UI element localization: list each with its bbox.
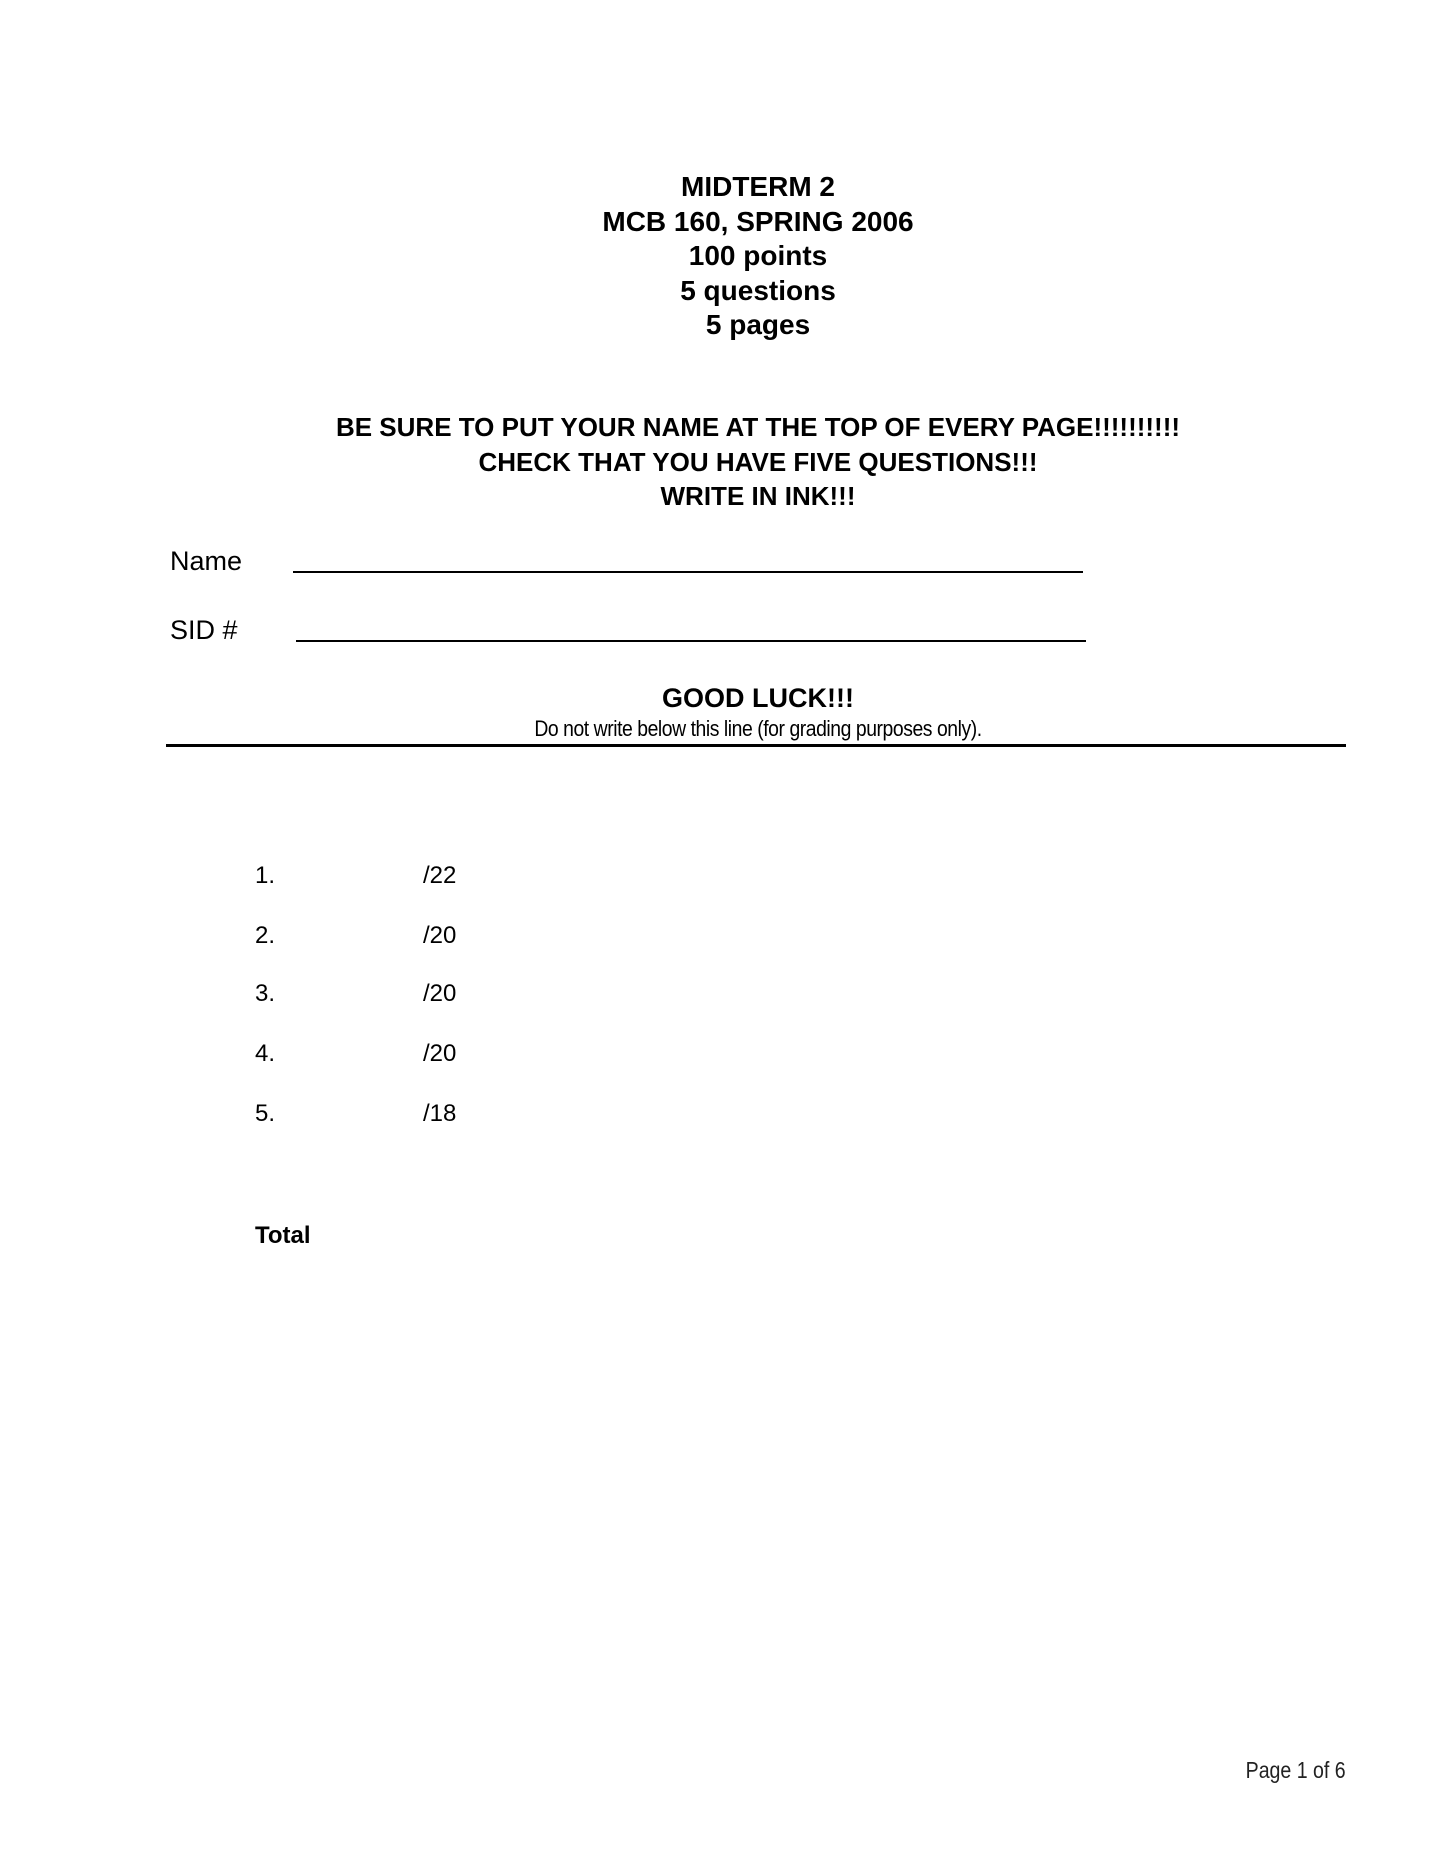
good-luck-text: GOOD LUCK!!! [662,683,854,713]
score-row [0,1100,600,1132]
question-number: 2. [255,922,276,949]
question-max-score: /20 [423,1040,457,1067]
score-row [0,862,600,894]
sid-line[interactable] [296,640,1086,642]
score-row [0,922,600,954]
exam-header [0,170,1456,343]
exam-title: MIDTERM 2 [681,171,835,202]
question-number: 3. [255,980,276,1007]
question-max-score: /18 [423,1100,457,1127]
name-line[interactable] [293,571,1083,573]
sid-label: SID # [170,615,238,645]
page-count: 5 pages [705,309,811,340]
instruction-check-questions: CHECK THAT YOU HAVE FIVE QUESTIONS!!! [478,446,1038,477]
question-max-score: /22 [423,862,457,889]
course-name: MCB 160, SPRING 2006 [602,205,914,237]
total-label: Total [255,1222,311,1249]
instruction-name-every-page: BE SURE TO PUT YOUR NAME AT THE TOP OF EVERY PAGE!!!!!!!!!! [335,412,1181,442]
total-points: 100 points [688,240,828,271]
score-row [0,980,600,1012]
question-number: 5. [255,1100,276,1127]
grading-note: Do not write below this line (for grading purposes only). [534,716,982,741]
score-row [0,1040,600,1072]
question-max-score: /20 [423,922,457,949]
question-count: 5 questions [680,274,836,306]
question-max-score: /20 [423,980,457,1007]
page-number: Page 1 of 6 [1245,1757,1346,1783]
exam-instructions [0,410,1456,514]
grading-divider [166,744,1346,747]
instruction-write-in-ink: WRITE IN INK!!! [660,481,856,511]
name-label: Name [170,546,243,576]
question-number: 1. [255,862,276,889]
question-number: 4. [255,1040,276,1067]
